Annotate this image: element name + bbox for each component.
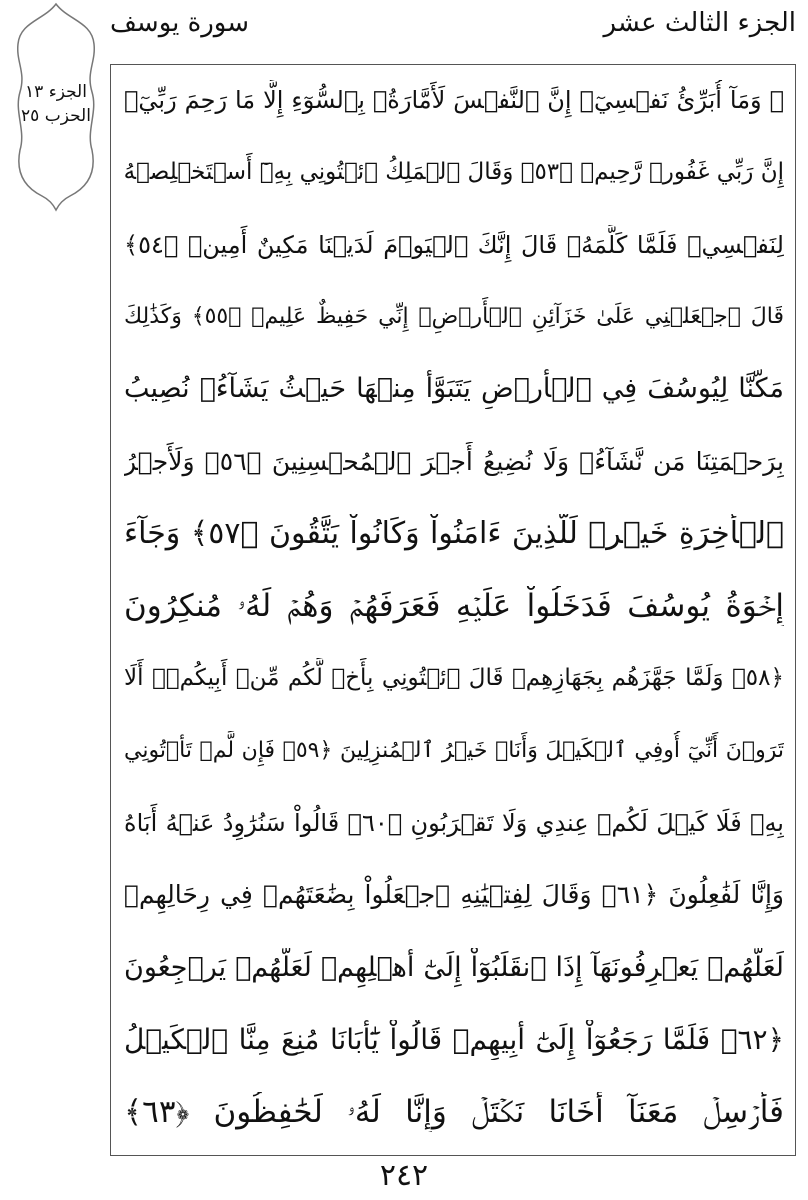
- verse-line: تَرَوۡنَ أَنِّيٓ أُوفِي ٱلۡكَيۡلَ وَأَنَا۠ خَيۡرُ ٱلۡمُنزِلِينَ ﴿٥٩﴾ فَإِن لَّمۡ تَأۡتُونِي: [124, 737, 784, 763]
- verse-line: ﴿٥٨﴾ وَلَمَّا جَهَّزَهُم بِجَهَازِهِمۡ قَالَ ٱئۡتُونِي بِأَخٖ لَّكُم مِّنۡ أَبِيكُمۡۚ أَلَا: [124, 665, 784, 692]
- hizb-number: الحزب ٢٥: [21, 106, 91, 126]
- verse-line: ﴿٦٢﴾ فَلَمَّا رَجَعُوٓاْ إِلَىٰٓ أَبِيهِمۡ قَالُواْ يَٰٓأَبَانَا مُنِعَ مِنَّا ٱلۡكَيۡلُ: [124, 1022, 784, 1056]
- verse-line: ۞ وَمَآ أُبَرِّئُ نَفۡسِيٓۚ إِنَّ ٱلنَّفۡسَ لَأَمَّارَةُۢ بِٱلسُّوٓءِ إِلَّا مَا رَحِمَ رَبِّيٓۚ: [124, 86, 784, 114]
- juz-number: الجزء ١٣: [25, 82, 87, 102]
- surah-title: سورة يوسف: [110, 8, 250, 38]
- verse-line: لَعَلَّهُمۡ يَعۡرِفُونَهَآ إِذَا ٱنقَلَبُوٓاْ إِلَىٰٓ أَهۡلِهِمۡ لَعَلَّهُمۡ يَرۡجِعُونَ: [124, 951, 784, 983]
- verse-line: فَأَرۡسِلۡ مَعَنَآ أَخَانَا نَكۡتَلۡ وَإِنَّا لَهُۥ لَحَٰفِظُونَ ﴿٦٣﴾: [124, 1094, 784, 1131]
- verse-line: بِرَحۡمَتِنَا مَن نَّشَآءُۖ وَلَا نُضِيعُ أَجۡرَ ٱلۡمُحۡسِنِينَ ﴿٥٦﴾ وَلَأَجۡرُ: [124, 446, 784, 476]
- page-number: ٢٤٢: [379, 1158, 429, 1193]
- verse-line: وَإِنَّا لَفَٰعِلُونَ ﴿٦١﴾ وَقَالَ لِفِتۡيَٰنِهِ ٱجۡعَلُواْ بِضَٰعَتَهُمۡ فِي رِحَالِهِمۡ: [124, 880, 784, 910]
- verse-line: قَالَ ٱجۡعَلۡنِي عَلَىٰ خَزَآئِنِ ٱلۡأَرۡضِۖ إِنِّي حَفِيظٌ عَلِيمٞ ﴿٥٥﴾ وَكَذَٰلِكَ: [124, 303, 784, 329]
- verse-line: بِهِۦ فَلَا كَيۡلَ لَكُمۡ عِندِي وَلَا تَقۡرَبُونِ ﴿٦٠﴾ قَالُواْ سَنُرَٰوِدُ عَنۡهُ أَبَاهُ: [124, 809, 784, 837]
- verse-line: ٱلۡأٓخِرَةِ خَيۡرٞ لِّلَّذِينَ ءَامَنُواْ وَكَانُواْ يَتَّقُونَ ﴿٥٧﴾ وَجَآءَ: [124, 515, 784, 551]
- verse-line: إِنَّ رَبِّي غَفُورٞ رَّحِيمٞ ﴿٥٣﴾ وَقَالَ ٱلۡمَلِكُ ٱئۡتُونِي بِهِۦٓ أَسۡتَخۡلِصۡهُ: [124, 159, 784, 186]
- verse-line: إِخۡوَةُ يُوسُفَ فَدَخَلُواْ عَلَيۡهِ فَعَرَفَهُمۡ وَهُمۡ لَهُۥ مُنكِرُونَ: [124, 588, 784, 625]
- hizb-marker: [6, 0, 106, 212]
- juz-title: الجزء الثالث عشر: [603, 8, 796, 38]
- verse-line: مَكَّنَّا لِيُوسُفَ فِي ٱلۡأَرۡضِ يَتَبَوَّأُ مِنۡهَا حَيۡثُ يَشَآءُۚ نُصِيبُ: [124, 373, 784, 405]
- verse-line: لِنَفۡسِيۖ فَلَمَّا كَلَّمَهُۥ قَالَ إِنَّكَ ٱلۡيَوۡمَ لَدَيۡنَا مَكِينٌ أَمِينٞ ﴿٥٤﴾: [124, 230, 784, 259]
